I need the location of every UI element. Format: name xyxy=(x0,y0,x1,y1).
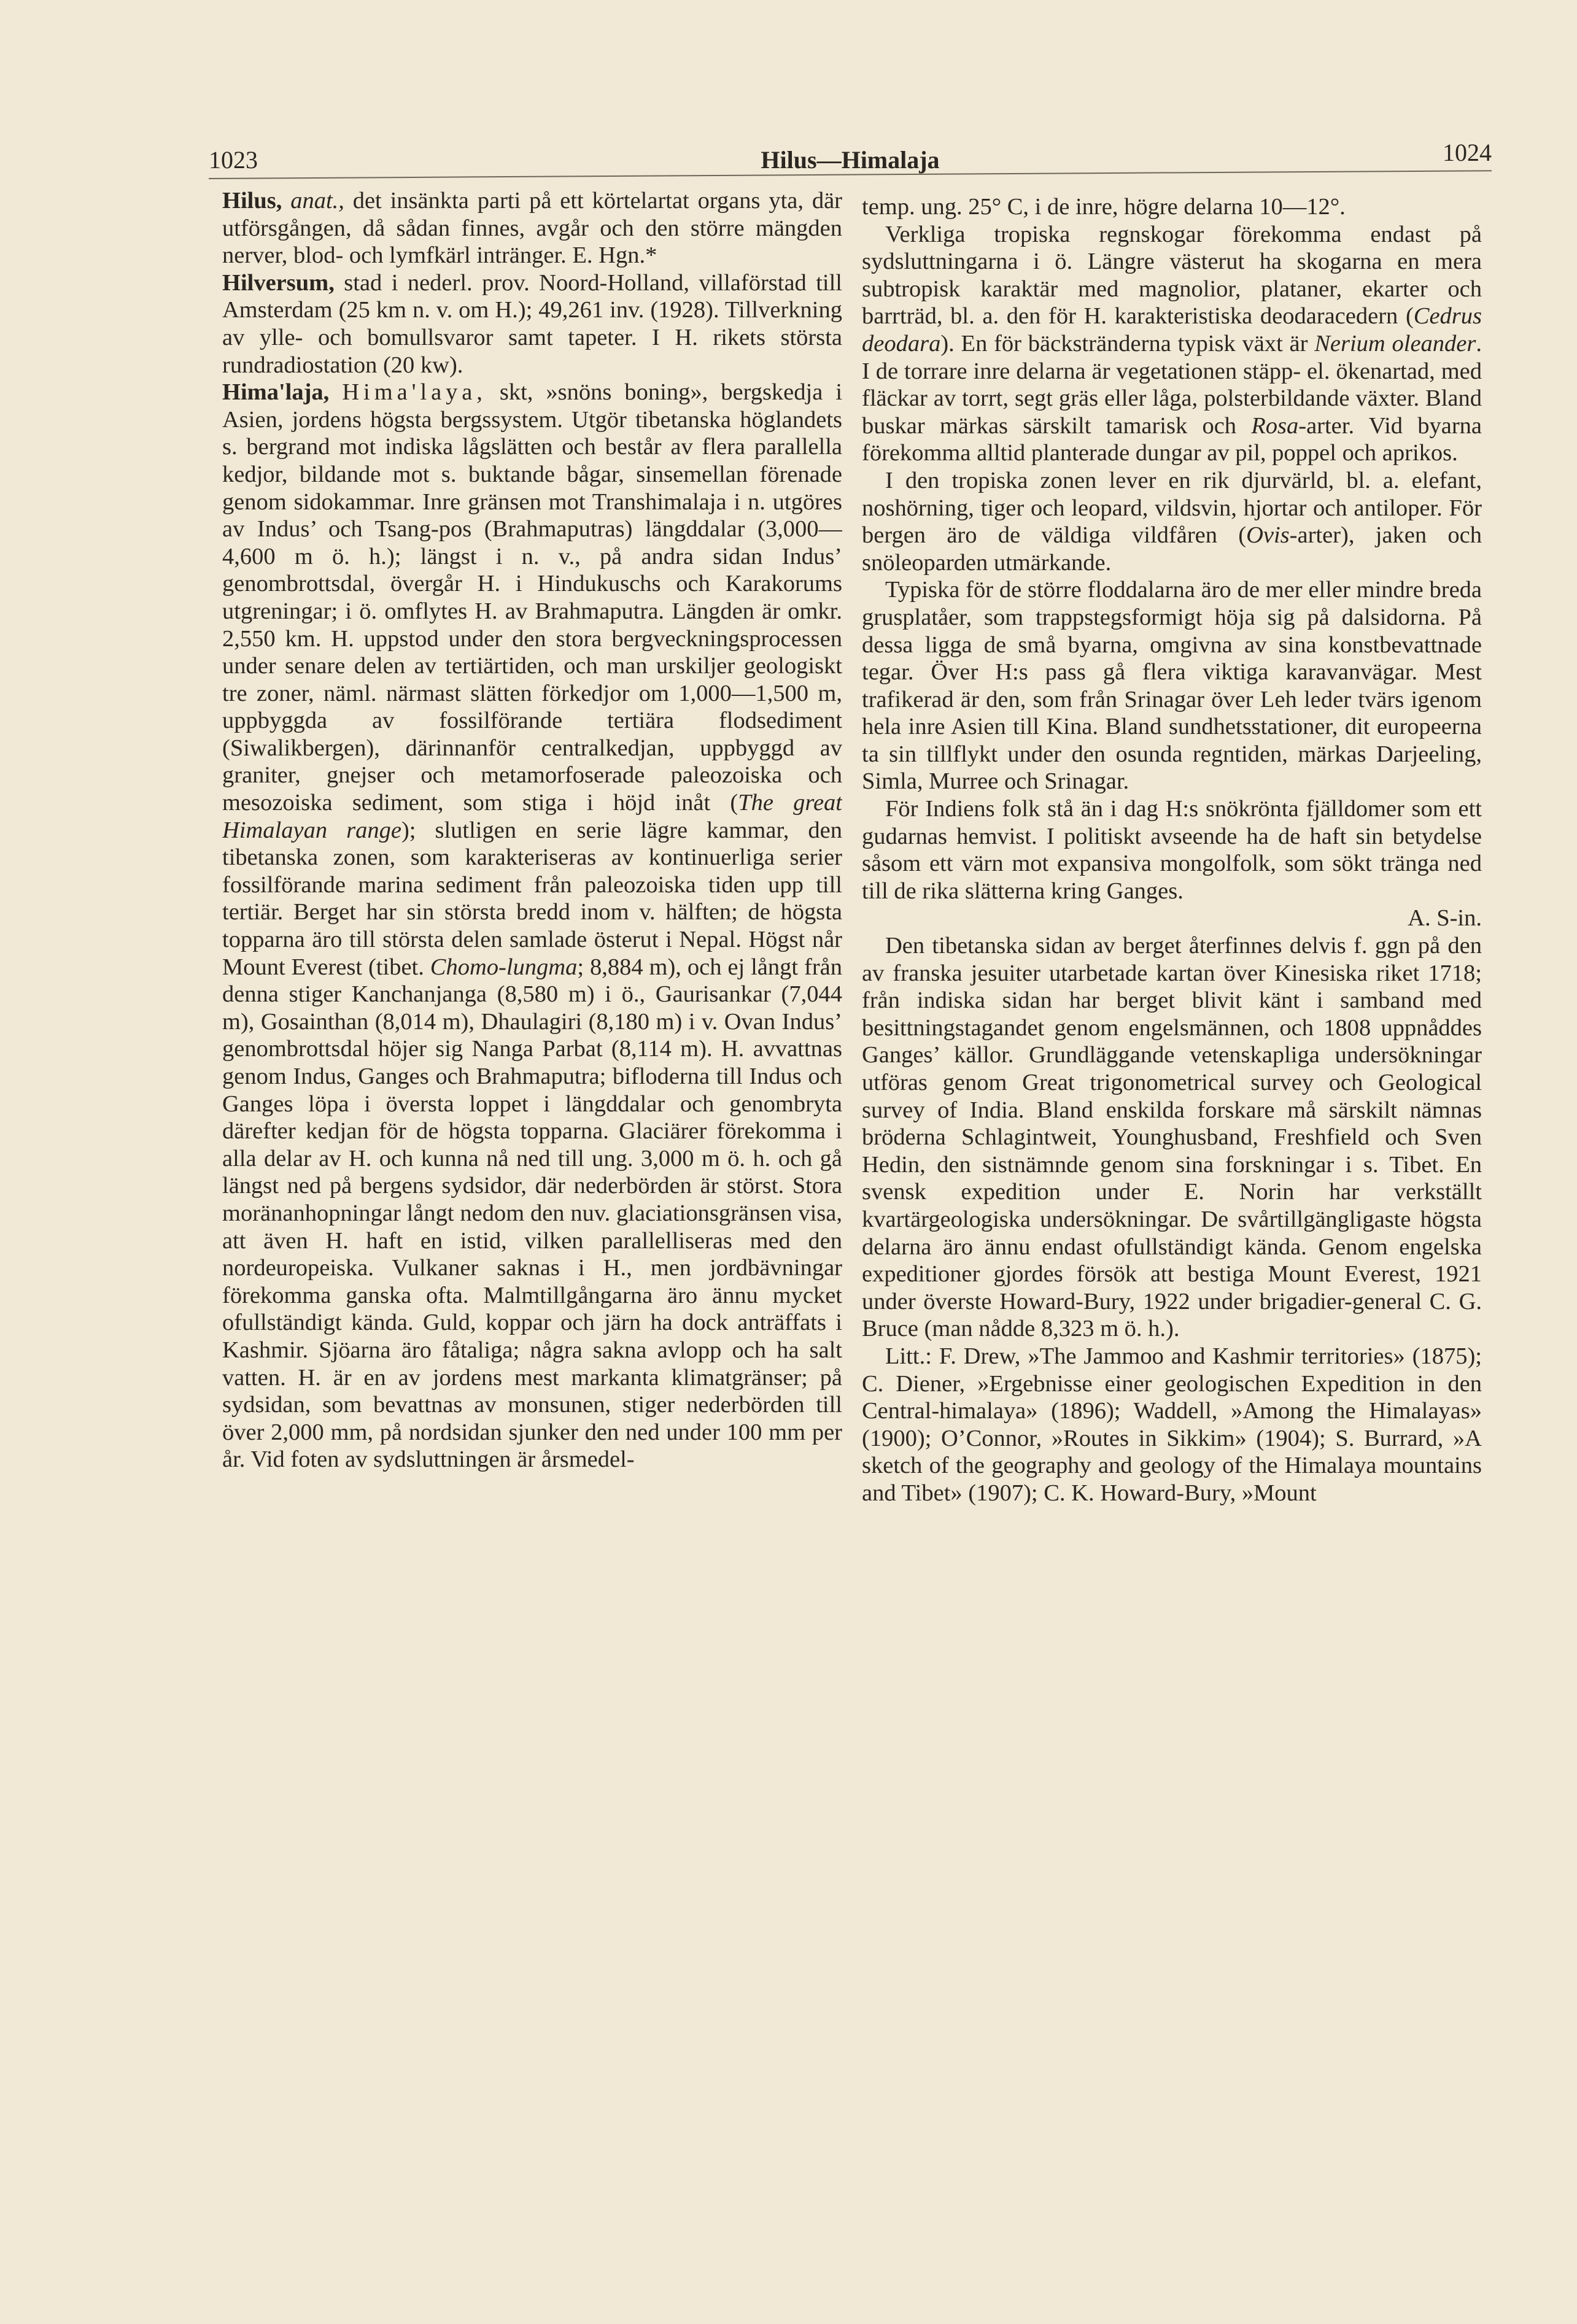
left-column xyxy=(222,187,842,2298)
paragraph-vegetation xyxy=(862,221,1482,467)
text: I den tropiska zonen lever en rik djurvärld, bl. a. elefant, noshörning, tiger och leopard, vildsvin, hjortar och antiloper. För bergen äro de väldiga vildfåren ( xyxy=(862,467,1482,549)
italic-term: The great Himalayan range xyxy=(222,790,842,843)
entry-text: det insänkta parti på ett körtelartat organs yta, där utförsgången, då sådan finnes, avgår och den större mängden nerver, blod- och lymfkärl intränger. E. Hgn.* xyxy=(222,188,842,269)
headword-hilus: Hilus, xyxy=(222,188,282,214)
author-signature: A. S-in. xyxy=(1408,905,1482,932)
entry-text: skt, »snöns boning», bergskedja i Asien, jordens högsta bergssystem. Utgör tibetanska höglandets s. bergrand mot indiska lågslätten och består av flera parallella kedjor, bildande mot s. buktande bågar, sinsemellan förenade genom sidokammar. Inre gränsen mot Transhimalaja i n. utgöres av Indus’ och Tsang-pos (Brahmaputras) längddalar (3,000—4,600 m ö. h.); längst i n. v., på andra sidan Indus’ genombrottsdal, övergår H. i Hindukuschs och Karakorums utgreningar; i ö. omflytes H. av Brahmaputra. Längden är omkr. 2,550 km. H. uppstod under den stora bergveckningsprocessen under senare delen av tertiärtiden, och man urskiljer geologiskt tre zoner, näml. närmast slätten förkedjor om 1,000—1,500 m, uppbyggda av fossilförande tertiära flodsediment (Siwalikbergen), därinnanför centralkedjan, uppbyggd av graniter, gnejser och metamorfoserade paleozoiska och mesozoiska sediment, som stiga i höjd inåt ( xyxy=(222,379,842,816)
italic-term: Cedrus deodara xyxy=(862,303,1482,357)
entry-hilversum xyxy=(222,269,842,379)
entry-text: stad i nederl. prov. Noord-Holland, villaförstad till Amsterdam (25 km n. v. om H.); 49,261 inv. (1928). Tillverkning av ylle- och bomullsvaror samt tapeter. I H. rikets största rundradiostation (20 kw). xyxy=(222,269,842,378)
paragraph-literature: Litt.: F. Drew, »The Jammoo and Kashmir territories» (1875); C. Diener, »Ergebnisse einer geologischen Expedition in den Central-himalaya» (1896); Waddell, »Among the Himalayas» (1900); O’Connor, »Routes in Sikkim» (1904); S. Burrard, »A sketch of the geography and geology of the Himalaya mountains and Tibet» (1907); C. K. Howard-Bury, »Mount xyxy=(862,1343,1482,1506)
paragraph-fauna xyxy=(862,467,1482,576)
running-title: Hilus—Himalaja xyxy=(761,146,940,174)
text: ). En för bäckstränderna typisk växt är xyxy=(940,330,1308,357)
italic-term: Chomo-lungma xyxy=(430,954,578,980)
text: -arter), jaken och snöleoparden utmärkande. xyxy=(862,522,1482,576)
italic-term: Nerium oleander xyxy=(1314,330,1476,357)
paragraph: temp. ung. 25° C, i de inre, högre delarna 10—12°. xyxy=(862,194,1346,220)
text: -arter. Vid byarna förekomma alltid planterade dungar av pil, poppel och aprikos. xyxy=(862,412,1482,466)
entry-hilus xyxy=(222,187,842,269)
right-column xyxy=(862,193,1482,2304)
paragraph-culture: För Indiens folk stå än i dag H:s snökrönta fjälldomer som ett gudarnas hemvist. I politiskt avseende ha de haft sin betydelse såsom ett värn mot expansiva mongolfolk, som sökt tränga ned till de rika slätterna kring Ganges. xyxy=(862,796,1482,904)
headword-hilversum: Hilversum, xyxy=(222,269,335,296)
paragraph-valleys: Typiska för de större floddalarna äro de mer eller mindre breda grusplatåer, som trappstegsformigt höja sig på dalsidorna. På dessa ligga de små byarna, omgivna av sina konstbevattnade tegar. Över H:s pass gå flera viktiga karavanvägar. Mest trafikerad är den, som från Srinagar över Leh leder tvärs igenom hela inre Asien till Kina. Bland sundhetsstationer, dit europeerna ta sin tillflykt under den osunda regntiden, märkas Darjeeling, Simla, Murree och Srinagar. xyxy=(862,577,1482,795)
entry-text: ; 8,884 m), och ej långt från denna stiger Kanchanjanga (8,580 m) i ö., Gaurisankar (7,044 m), Gosainthan (8,014 m), Dhaulagiri (8,180 m) i v. Ovan Indus’ genombrottsdal höjer sig Nanga Parbat (8,114 m). H. avvattnas genom Indus, Ganges och Brahmaputra; bifloderna till Indus och Ganges löpa i översta loppet i längddalar och genombryta därefter kedjan för de högsta topparna. Glaciärer förekomma i alla delar av H. och kunna nå ned till ung. 3,000 m ö. h. och gå längst ned på bergens sydsidor, där nederbörden är störst. Stora moränanhopningar långt nedom den nuv. glaciationsgränsen visa, att även H. haft en istid, vilken parallelliseras med den nordeuropeiska. Vulkaner saknas i H., men jordbävningar förekomma ganska ofta. Malmtillgångarna äro ännu mycket ofullständigt kända. Guld, koppar och järn ha dock anträffats i Kashmir. Sjöarna äro fåtaliga; några sakna avlopp och ha salt vatten. H. är en av jordens mest markanta klimatgränser; på sydsidan, som bevattnas av monsunen, stiger nederbörden till över 2,000 mm, på nordsidan sjunker den ned under 100 mm per år. Vid foten av sydsluttningen är årsmedel- xyxy=(222,954,842,1473)
entry-himalaja xyxy=(222,379,842,1473)
headword-himalaja: Hima'laja, xyxy=(222,379,330,406)
spaced-name: Hima'laya, xyxy=(342,379,487,406)
entry-text: ); slutligen en serie lägre kammar, den tibetanska zonen, som karakteriseras av kontinuerliga serier fossilförande marina sediment från paleozoiska tiden upp till tertiär. Berget har sin största bredd inom v. hälften; de högsta topparna äro till största delen samlade österut i Nepal. Högst når Mount Everest (tibet. xyxy=(222,817,842,980)
page-number-left: 1023 xyxy=(209,146,258,174)
text: . I de torrare inre delarna är vegetationen stäpp- el. ökenartad, med fläckar av torrt, segt gräs eller låga, polsterbildande växter. Bland buskar märkas särskilt tamarisk och xyxy=(862,330,1482,439)
paragraph-exploration: Den tibetanska sidan av berget återfinnes delvis f. ggn på den av franska jesuiter utarbetade kartan över Kinesiska riket 1718; från indiska sidan har berget blivit känt i samband med besittningstagandet genom engelsmännen, och 1808 uppnåddes Ganges’ källor. Grundläggande vetenskapliga undersökningar utföras genom Great trigonometrical survey och Geological survey of India. Bland enskilda forskare må särskilt nämnas bröderna Schlagintweit, Younghusband, Freshfield och Sven Hedin, den sistnämnde genom sina forskningar i s. Tibet. En svensk expedition under E. Norin har verkställt kvartärgeologiska undersökningar. De svårtillgängligaste högsta delarna äro ännu endast ofullständigt kända. Genom engelska expeditioner gjordes försök att bestiga Mount Everest, 1921 under överste Howard-Bury, 1922 under brigadier-general C. G. Bruce (man nådde 8,323 m ö. h.). xyxy=(862,933,1482,1342)
label-anat: anat., xyxy=(290,188,344,214)
italic-term: Ovis xyxy=(1246,522,1290,549)
text: Verkliga tropiska regnskogar förekomma endast på sydsluttningarna i ö. Längre västerut ha skogarna en mera subtropisk karaktär med magnolior, plataner, ekarter och barrträd, bl. a. den för H. karakteristiska deodaracedern ( xyxy=(862,221,1482,330)
italic-term: Rosa xyxy=(1251,412,1299,439)
page-number-right: 1024 xyxy=(1443,139,1492,166)
